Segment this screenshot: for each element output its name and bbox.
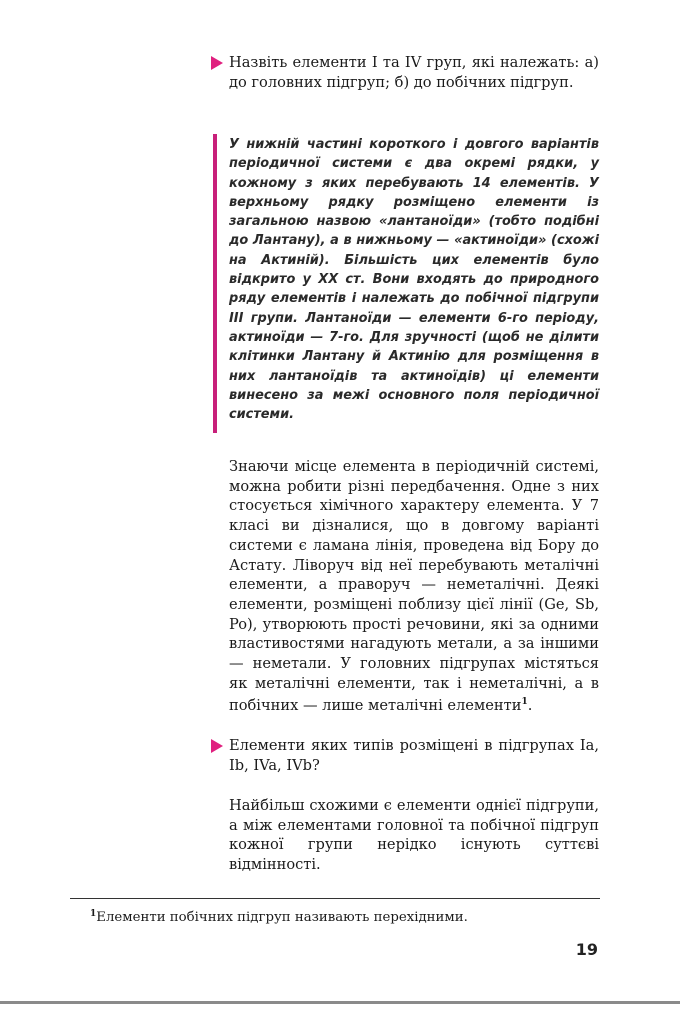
page-bottom-border [0,1001,680,1004]
footnote [90,905,600,927]
question-2-groups: Ia, Ib, IVa, IVb? [229,737,599,774]
footnote-text: Елементи побічних підгруп називають перехідними. [96,910,468,925]
paragraph-1-text: Знаючи місце елемента в періодичній системі, можна робити різні передбачення. Одне з них стосується хімічного характеру елемента. У 7 класі ви дізналися, що в довгому варіанті системи є ламана лінія, проведена від Бору до Астату. Ліворуч від неї перебувають металічні елементи, а праворуч — неметалічні. Деякі елементи, розміщені поблизу цієї лінії (Ge, Sb, Po), утворюють прості речовини, які за одними властивостями нагадують метали, а за іншими — неметали. У головних підгрупах містяться як металічні елементи, так і неметалічні, а в побічних — лише металічні елементи [229,458,599,715]
question-2 [229,736,599,775]
footnote-divider [70,898,600,899]
page-number: 19 [575,940,598,959]
footnote-reference[interactable]: 1 [521,697,528,708]
question-1-marker [211,56,223,70]
question-2-marker [211,739,223,753]
paragraph-2-text: Найбільш схожими є елементи однієї підгрупи, а між елементами головної та побічної підгруп кожної групи нерідко існують суттєві відмінності. [229,797,599,874]
question-1 [229,53,599,92]
footnote-mark: 1 [90,909,97,919]
paragraph-2 [229,796,599,875]
note-block [229,135,599,424]
note-accent-bar [213,134,217,433]
question-2-text: Елементи яких типів розміщені в підгрупах [229,737,580,754]
question-1-text: Назвіть елементи I та IV груп, які належать: а) до головних підгруп; б) до побічних підгруп. [229,54,599,91]
note-text: У нижній частині короткого і довгого варіантів періодичної системи є два окремі рядки, у кожному з яких перебувають 14 елементів. У верхньому рядку розміщено елементи із загальною назвою «лантаноїди» (тобто подібні до Лантану), а в нижньому — «актиноїди» (схожі на Актиній). Більшість цих елементів було відкрито у XX ст. Вони входять до природного ряду елементів і належать до побічної підгрупи III групи. Лантаноїди — елементи 6-го періоду, актиноїди — 7-го. Для зручності (щоб не ділити клітинки Лантану й Актинію для розміщення в них лантаноїдів та актиноїдів) ці елементи винесено за межі основного поля періодичної системи. [229,137,599,423]
paragraph-1: Знаючи місце елемента в періодичній системі, можна робити різні передбачення. Одне з них стосується хімічного характеру елемента. У 7 класі ви дізналися, що в довгому варіанті системи є ламана лінія, проведена від Бору до Астату. Ліворуч від неї перебувають металічні елементи, а праворуч — неметалічні. Деякі елементи, розміщені поблизу цієї лінії (Ge, Sb, Po), утворюють прості речовини, які за одними властивостями нагадують метали, а за іншими — неметали. У головних підгрупах містяться як металічні елементи, так і неметалічні, а в побічних — лише металічні елементи$^1$. [229,458,599,715]
